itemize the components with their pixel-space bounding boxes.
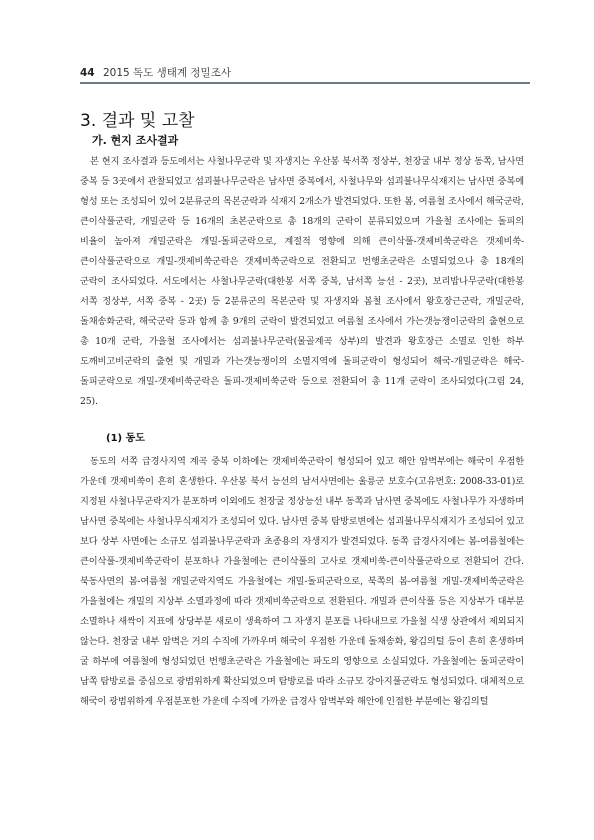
running-header-title: 2015 독도 생태계 정밀조사 [102,67,231,79]
body-paragraph-2: 동도의 서쪽 급경사지역 계곡 중복 이하에는 갯제비쑥군락이 형성되어 있고 해안 암벽부에는 해국이 우점한 가운데 갯제비쑥이 흔히 혼생한다. 우산봉 북서 능선의 남서사면에는 울릉군 보호수(고유번호: 2008-33-01)로 지정된 사철나무군락지가 분포하며 이외에도 천장굴 정상능선 내부 동쪽과 남사면 중복에도 사철나무가 자생하며 남사면 중복에는 사철나무식재지가 조성되어 있다. 남사면 중복 탐방로변에는 섬괴불나무식재지가 조성되어 있고 보다 상부 사면에는 소규모 섬괴불나무군락과 초종용의 자생지가 발견되었다. 동쪽 급경사지에는 봄-여름철에는 큰이삭풀-갯제비쑥군락이 분포하나 가을철에는 큰이삭풀의 고사로 갯제비쑥-큰이삭풀군락으로 전환되어 간다. 북동사면의 봄-여름철 개밀군락지역도 가을철에는 개밀-돌피군락으로, 북쪽의 봄-여름철 개밀-갯제비쑥군락은 가을철에는 개밀의 지상부 소멸과정에 따라 갯제비쑥군락으로 전환된다. 개밀과 큰이삭풀 등은 지상부가 대부분 소멸하나 새싹이 지표에 상당부분 새로이 생육하여 그 자생지 분포를 나타내므로 가을철 식생 상관에서 제외되지 않는다. 천장굴 내부 암벽은 거의 수직에 가까우며 해국이 우점한 가운데 돌채송화, 왕김의털 등이 흔히 혼생하며 굴 하부에 여름철에 형성되었던 번행초군락은 가을철에는 파도의 영향으로 소실되었다. 가을철에는 돌피군락이 남쪽 탐방로를 중심으로 광범위하게 확산되었으며 탐방로를 따라 소규모 강아지풀군락도 형성되었다. 대체적으로 해국이 광범위하게 우점분포한 가운데 수직에 가까운 급경사 암벽부와 해안에 인접한 부분에는 왕김의털 [80,456,525,707]
subsection-title: 가. 현지 조사결과 [92,134,179,147]
page-number: 44 [80,67,95,79]
header-divider [80,82,530,84]
sub-heading-dongdo: (1) 동도 [106,433,145,444]
running-header [80,66,530,80]
section-title: 3. 결과 및 고찰 [80,111,195,131]
body-paragraph-1: 본 현지 조사결과 등도에서는 사철나무군락 및 자생지는 우산봉 북서쪽 정상부, 천장굴 내부 정상 동쪽, 남사면 중복 등 3곳에서 관찰되었고 섬괴불나무군락은 남사면 중복에서, 사철나무와 섬괴불나무식재지는 남사면 중복에 형성 또는 조성되어 있어 2분류군의 목본군락과 식재지 2개소가 발견되었다. 또한 봄, 여름철 조사에서 해국군락, 큰이삭풀군락, 개밀군락 등 16개의 초본군락으로 총 18개의 군락이 분류되었으며 가을철 조사에는 돌피의 비율이 높아져 개밀군락은 개밀-돌피군락으로, 계절적 영향에 의해 큰이삭풀-갯제비쑥군락은 갯제비쑥-큰이삭풀군락으로 개밀-갯제비쑥군락은 갯제비쑥군락으로 전환되고 번행초군락은 소멸되었으나 총 18개의 군락이 조사되었다. 서도에서는 사철나무군락(대한봉 서쪽 중복, 남서쪽 능선 - 2곳), 보리밥나무군락(대한봉 서쪽 정상부, 서쪽 중복 - 2곳) 등 2분류군의 목본군락 및 자생지와 봄철 조사에서 왕호장근군락, 개밀군락, 돌채송화군락, 해국군락 등과 함께 총 9개의 군락이 발견되었고 여름철 조사에서 가는갯능쟁이군락의 출현으로 총 10개 군락, 가을철 조사에서는 섬괴불나무군락(물골계곡 상부)의 발견과 왕호장근 소멸로 인한 하부 도깨비고비군락의 출현 및 개밀과 가는갯능쟁이의 소멸지역에 돌피군락이 형성되어 해국-개밀군락은 해국-돌피군락으로 개밀-갯제비쑥군락은 돌피-갯제비쑥군락 등으로 전환되어 총 11개 군락이 조사되었다(그림 24, 25). [80,156,524,407]
